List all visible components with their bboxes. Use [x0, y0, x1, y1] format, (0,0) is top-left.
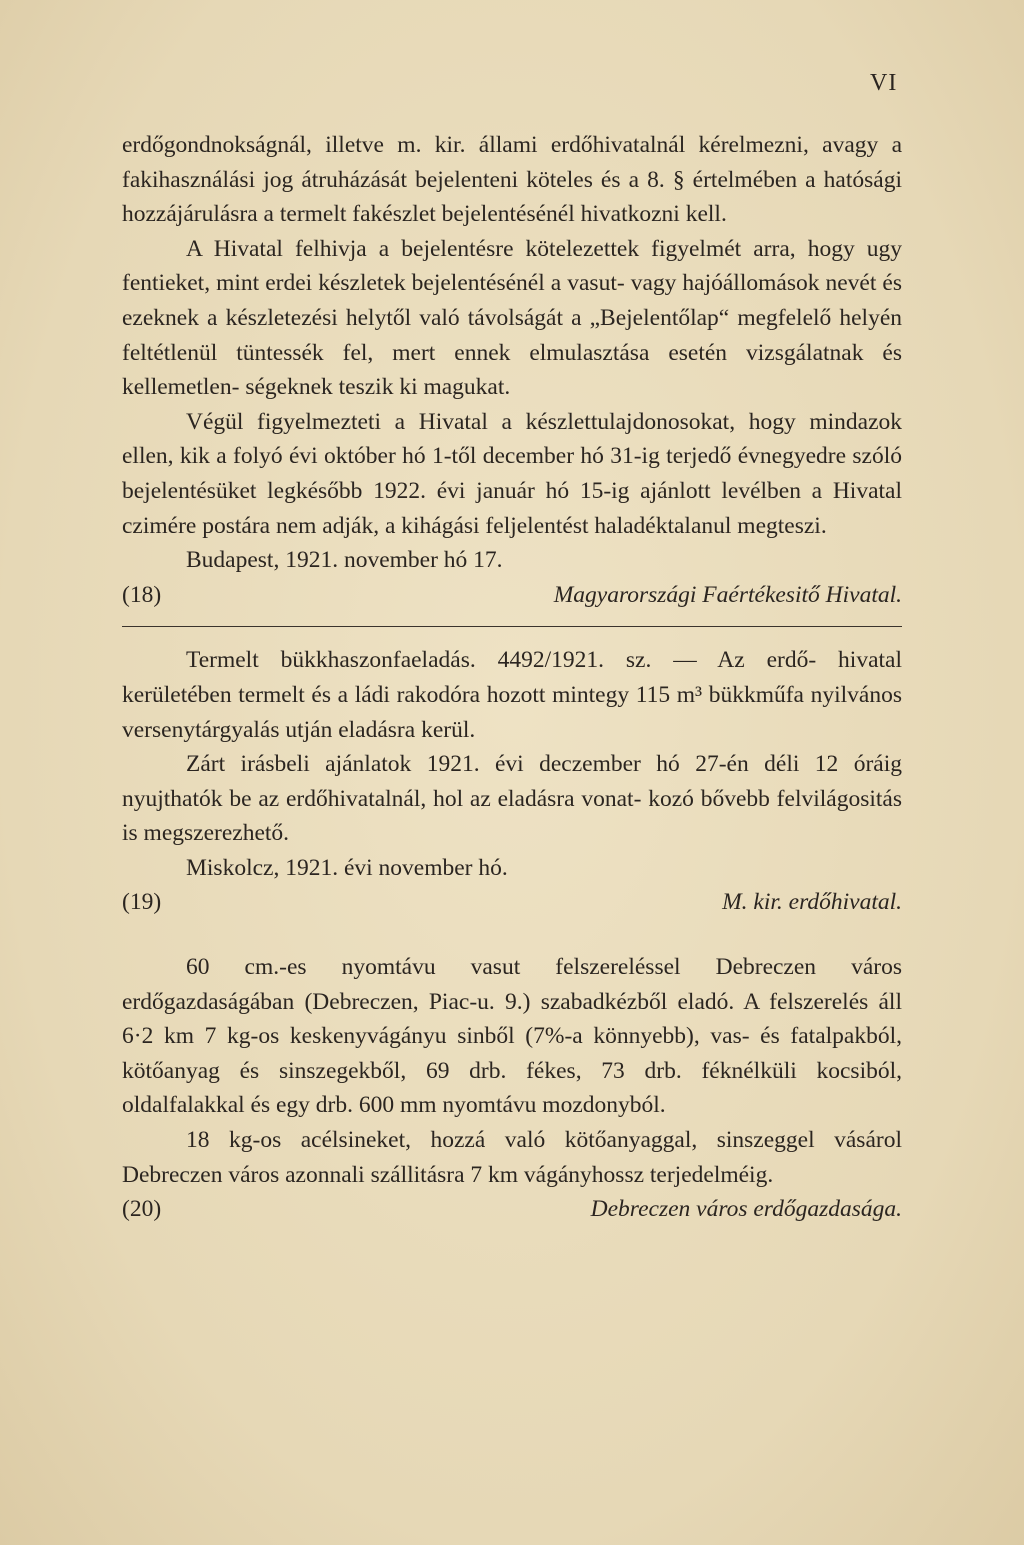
- paragraph-warning: Végül figyelmezteti a Hivatal a készlettulajdonosokat, hogy mindazok ellen, kik a folyó évi október hó 1-től december hó 31-ig terjedő évnegyedre szóló bejelentésüket legkésőbb 1922. évi január hó 15-ig ajánlott levélben a Hivatal czimére postára nem adják, a kihágási feljelentést haladéktalanul megteszi.: [122, 408, 902, 539]
- signature-line-19: [122, 885, 902, 920]
- notice-number: (20): [122, 1196, 162, 1223]
- notice-number: (18): [122, 581, 162, 608]
- signature-line-20: [122, 1192, 902, 1227]
- paragraph-rail-purchase: 18 kg-os acélsineket, hozzá való kötőanyaggal, sinszeggel vásárol Debreczen város azonnali szállitásra 7 km vágányhossz terjedelméig.: [122, 1127, 902, 1188]
- paragraph-railway-sale: 60 cm.-es nyomtávu vasut felszereléssel Debreczen város erdőgazdaságában (Debreczen, Piac-u. 9.) szabadkézből eladó. A felszerelés áll 6·2 km 7 kg-os keskenyvágányu sinből (7%-a könnyebb), vas- és fatalpakból, kötőanyag és sinszegekből, 69 drb. fékes, 73 drb. féknélküli kocsiból, oldalfalakkal és egy drb. 600 mm nyomtávu mozdonyból.: [122, 954, 902, 1119]
- signature-name: Magyarországi Faértékesitő Hivatal.: [553, 581, 902, 608]
- page-body: [122, 128, 902, 1227]
- dateline-miskolcz: Miskolcz, 1921. évi november hó.: [186, 854, 508, 881]
- signature-name: Debreczen város erdőgazdasága.: [590, 1196, 902, 1223]
- paragraph-notice: A Hivatal felhivja a bejelentésre kötelezettek figyelmét arra, hogy ugy fentieket, mint erdei készletek bejelentésénél a vasut- vagy hajóállomások nevét és ezeknek a készletezési helytől való távolságát a „Bejelentőlap“ megfelelő helyén feltétlenül tüntessék fel, mert ennek elmulasztása esetén vizsgálatnak és kellemetlen- ségeknek teszik ki magukat.: [122, 235, 902, 401]
- page-number: VI: [870, 70, 898, 96]
- section-divider: [122, 626, 902, 627]
- paragraph-continuation: erdőgondnokságnál, illetve m. kir. állami erdőhivatalnál kérelmezni, avagy a fakihasználási jog átruházását bejelenteni köteles és a 8. § értelmében a hatósági hozzájárulásra a termelt fakészlet bejelentésénél hivatkozni kell.: [122, 132, 902, 228]
- paragraph-beech-sale: Termelt bükkhaszonfaeladás. 4492/1921. sz. — Az erdő- hivatal kerületében termelt és a ládi rakodóra hozott mintegy 115 m³ bükkműfa nyilvános versenytárgyalás utján eladásra kerül.: [122, 647, 902, 743]
- signature-name: M. kir. erdőhivatal.: [722, 889, 902, 916]
- paragraph-sealed-bids: Zárt irásbeli ajánlatok 1921. évi deczember hó 27-én déli 12 óráig nyujthatók be az erdőhivatalnál, hol az eladásra vonat- kozó bővebb felvilágositás is megszerezhető.: [122, 751, 902, 847]
- dateline-budapest: Budapest, 1921. november hó 17.: [186, 547, 503, 574]
- signature-line-18: [122, 578, 902, 613]
- notice-number: (19): [122, 889, 162, 916]
- spacer: [122, 920, 902, 950]
